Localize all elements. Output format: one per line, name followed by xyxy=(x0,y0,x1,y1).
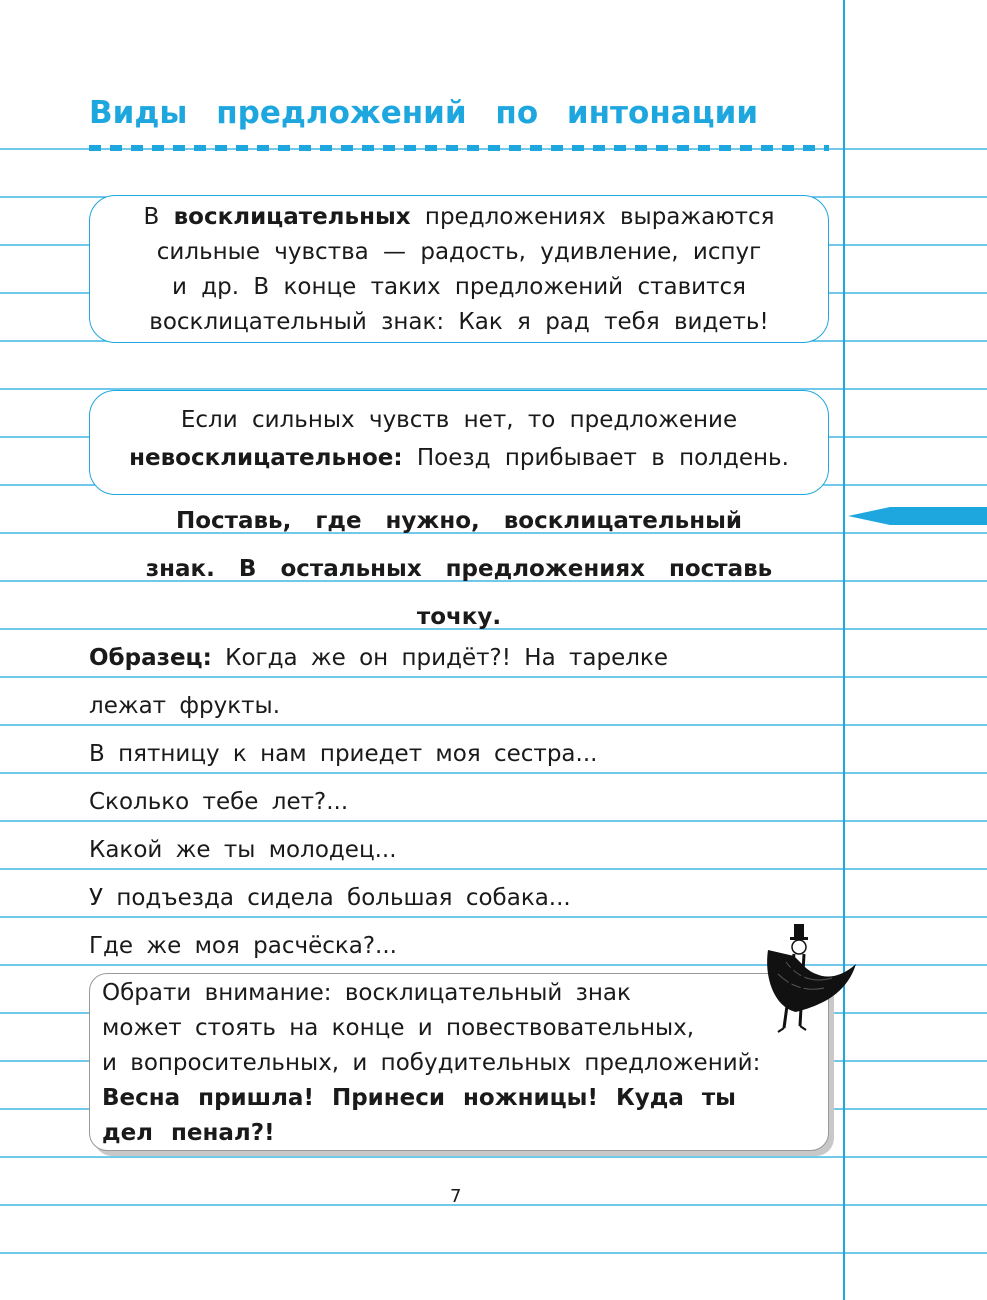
note-line: и вопросительных, и побудительных предложений: xyxy=(102,1050,761,1076)
exercise-sentence: В пятницу к нам приедет моя сестра... xyxy=(89,741,598,767)
task-line: знак. В остальных предложениях поставь xyxy=(145,556,773,582)
rule-line: невосклицательное: Поезд прибывает в полдень. xyxy=(129,445,789,471)
example-label: Образец: xyxy=(89,645,212,671)
exercise-sentence: У подъезда сидела большая собака... xyxy=(89,885,571,911)
example-line: лежат фрукты. xyxy=(89,693,281,719)
title-underline xyxy=(89,145,829,151)
rule-line: сильные чувства — радость, удивление, испуг xyxy=(156,239,762,265)
note-example-line: дел пенал?! xyxy=(102,1120,275,1146)
note-example-line: Весна пришла! Принеси ножницы! Куда ты xyxy=(102,1085,736,1111)
rule-line: Если сильных чувств нет, то предложение xyxy=(180,407,738,433)
exercise-sentence: Где же моя расчёска?... xyxy=(89,933,397,959)
task-instruction xyxy=(89,497,829,641)
attention-note xyxy=(89,973,829,1151)
page-number: 7 xyxy=(450,1186,462,1207)
exclamation-mascot-icon xyxy=(760,922,860,1034)
margin-line xyxy=(843,0,845,1300)
rule-box-non-exclamatory xyxy=(89,390,829,495)
rule-line: и др. В конце таких предложений ставится xyxy=(172,274,746,300)
note-line: может стоять на конце и повествовательных, xyxy=(102,1015,695,1041)
exercise-list xyxy=(89,634,668,970)
note-line: Обрати внимание: восклицательный знак xyxy=(102,980,631,1006)
page-title: Виды предложений по интонации xyxy=(89,95,759,131)
task-line: точку. xyxy=(416,604,502,630)
exercise-sentence: Сколько тебе лет?... xyxy=(89,789,349,815)
exercise-sentence: Какой же ты молодец... xyxy=(89,837,397,863)
example-line: Образец: Когда же он придёт?! На тарелке xyxy=(89,645,668,671)
rule-line: восклицательный знак: Как я рад тебя видеть! xyxy=(149,309,769,335)
rule-box-exclamatory xyxy=(89,195,829,343)
task-line: Поставь, где нужно, восклицательный xyxy=(175,508,743,534)
term-non-exclamatory: невосклицательное: xyxy=(129,445,403,471)
task-arrow-icon xyxy=(848,505,987,527)
rule-line: В восклицательных предложениях выражаются xyxy=(143,204,775,230)
term-exclamatory: восклицательных xyxy=(173,204,411,230)
